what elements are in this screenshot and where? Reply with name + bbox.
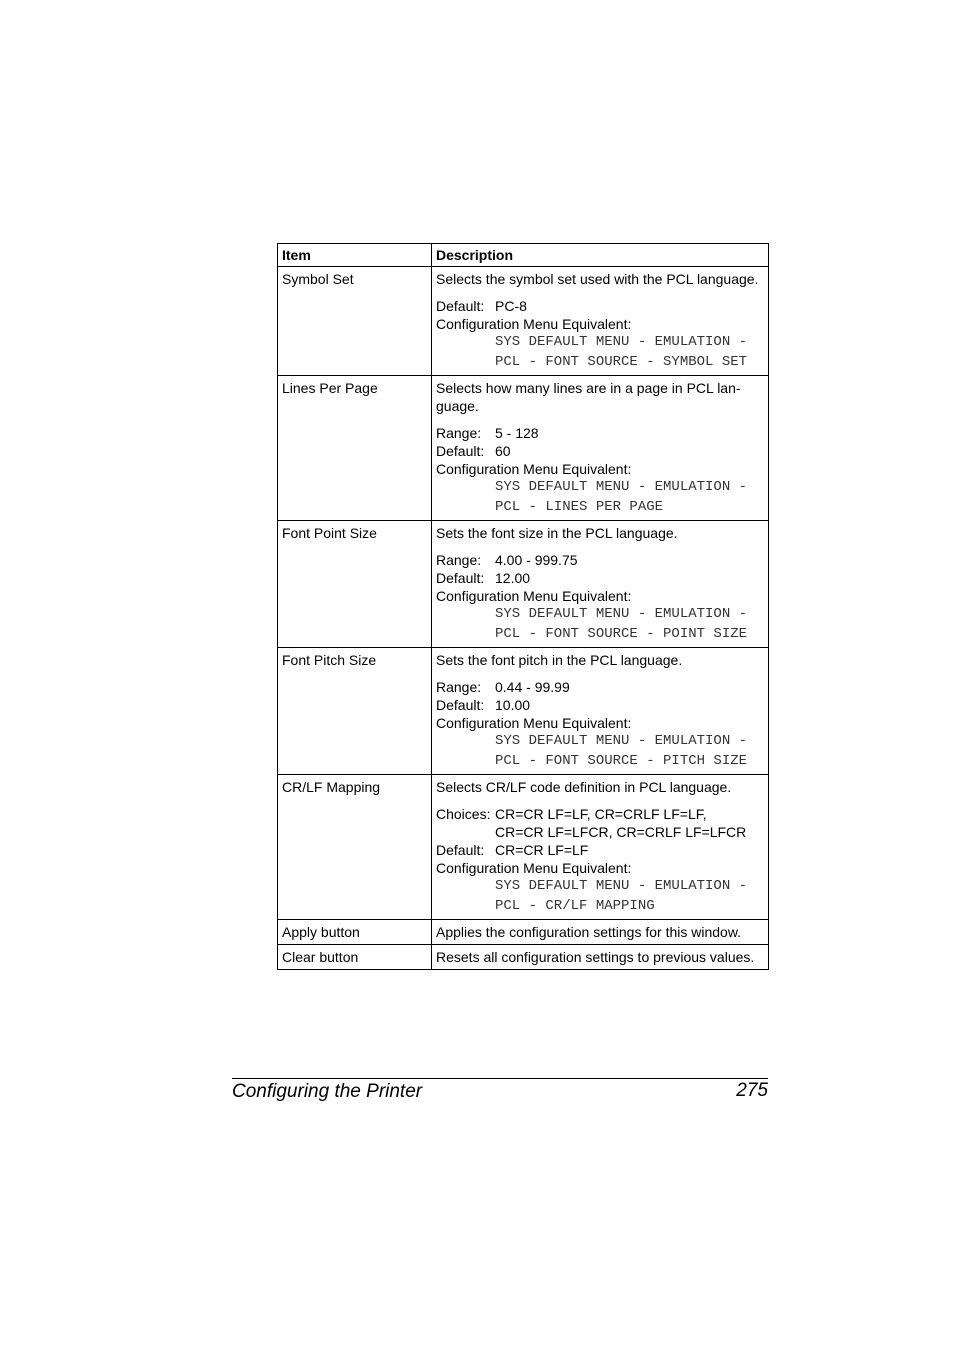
description-cell [432,267,769,376]
detail-label: Default: [436,697,485,713]
detail-label: Range: [436,425,482,441]
detail-value: 0.44 - 99.99 [495,679,570,695]
page-number: 275 [736,1080,768,1101]
detail-line [436,678,764,696]
detail-line [436,696,764,714]
detail-value: CR=CR LF=LF [495,842,589,858]
item-cell: Font Pitch Size [278,648,432,775]
description-cell [432,521,769,648]
detail-line [436,551,764,569]
table-body [278,267,769,970]
detail-label [436,823,495,841]
description-cell [432,945,769,970]
detail-line [436,805,764,823]
table-row [278,920,769,945]
header-description: Description [432,244,769,267]
item-cell: Lines Per Page [278,376,432,521]
config-menu-label: Configuration Menu Equivalent: [436,715,632,731]
menu-path: SYS DEFAULT MENU - EMULATION - PCL - CR/LF MAPPING [495,878,748,914]
detail-value: CR=CR LF=LF, CR=CRLF LF=LF, [495,806,707,822]
item-cell: Font Point Size [278,521,432,648]
detail-label: Default: [436,298,485,314]
description-cell [432,376,769,521]
detail-line [436,841,764,859]
detail-value: 60 [495,443,511,459]
description-cell [432,775,769,920]
header-item: Item [278,244,432,267]
item-cell: Clear button [278,945,432,970]
table-row [278,267,769,376]
item-cell: CR/LF Mapping [278,775,432,920]
description-text: Selects how many lines are in a page in PCL lan-guage. [436,380,741,414]
detail-line [436,297,764,315]
table-row [278,376,769,521]
detail-value: PC-8 [495,298,527,314]
detail-value: 5 - 128 [495,425,539,441]
config-menu-label: Configuration Menu Equivalent: [436,588,632,604]
menu-path: SYS DEFAULT MENU - EMULATION - PCL - FONT SOURCE - PITCH SIZE [495,733,748,769]
table-row [278,775,769,920]
menu-path: SYS DEFAULT MENU - EMULATION - PCL - FONT SOURCE - SYMBOL SET [495,334,748,370]
description-cell [432,920,769,945]
footer-rule [232,1078,768,1079]
detail-label: Default: [436,842,485,858]
description-text: Applies the configuration settings for this window. [436,924,742,940]
settings-table [277,243,769,970]
description-text: Selects CR/LF code definition in PCL language. [436,779,732,795]
item-cell: Apply button [278,920,432,945]
detail-line [436,424,764,442]
detail-value: CR=CR LF=LFCR, CR=CRLF LF=LFCR [495,824,747,840]
menu-path: SYS DEFAULT MENU - EMULATION - PCL - LINES PER PAGE [495,479,748,515]
table-row [278,648,769,775]
detail-value: 12.00 [495,570,531,586]
detail-value: 4.00 - 999.75 [495,552,578,568]
detail-line [436,823,764,841]
description-text: Sets the font pitch in the PCL language. [436,652,683,668]
config-menu-label: Configuration Menu Equivalent: [436,461,632,477]
detail-label: Default: [436,443,485,459]
item-cell: Symbol Set [278,267,432,376]
detail-label: Choices: [436,806,491,822]
detail-line [436,442,764,460]
description-text: Selects the symbol set used with the PCL language. [436,271,759,287]
detail-label: Range: [436,552,482,568]
config-menu-label: Configuration Menu Equivalent: [436,316,632,332]
detail-label: Range: [436,679,482,695]
config-menu-label: Configuration Menu Equivalent: [436,860,632,876]
table-row [278,521,769,648]
detail-label: Default: [436,570,485,586]
footer-title: Configuring the Printer [232,1081,423,1102]
detail-line [436,569,764,587]
table-row [278,945,769,970]
table-header-row [278,244,769,267]
description-cell [432,648,769,775]
detail-value: 10.00 [495,697,531,713]
menu-path: SYS DEFAULT MENU - EMULATION - PCL - FONT SOURCE - POINT SIZE [495,606,748,642]
description-text: Resets all configuration settings to previous values. [436,949,755,965]
description-text: Sets the font size in the PCL language. [436,525,678,541]
